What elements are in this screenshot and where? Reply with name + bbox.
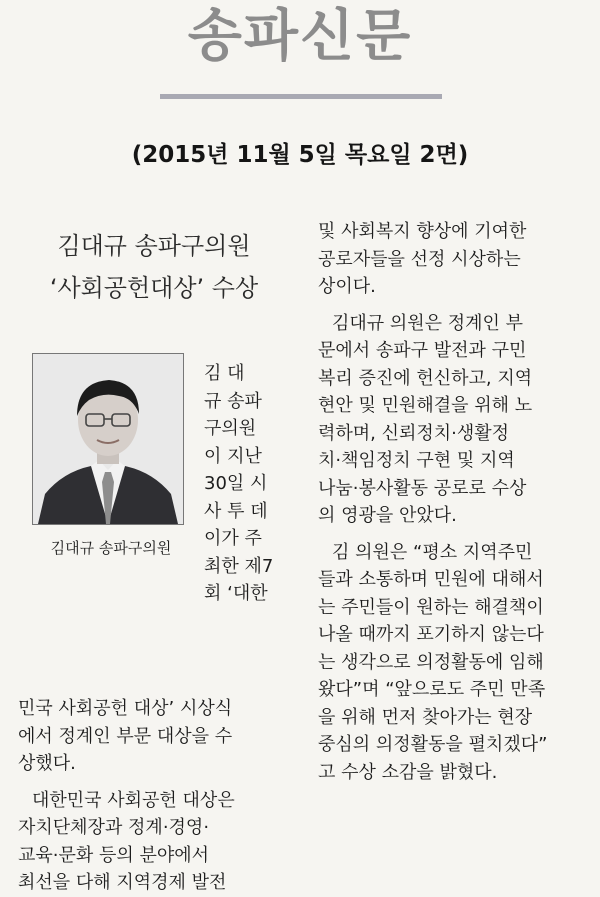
- text-line: 민국 사회공헌 대상’ 시상식: [18, 698, 233, 719]
- text-line: 및 사회복지 향상에 기여한: [318, 221, 527, 242]
- text-line: 나눔·봉사활동 공로로 수상: [318, 477, 527, 499]
- text-line: 상이다.: [318, 276, 376, 297]
- portrait-photo: [32, 353, 184, 525]
- article-left-column: [18, 225, 290, 893]
- left-body-text: [18, 695, 290, 897]
- portrait-illustration: [33, 354, 183, 524]
- text-line: 30일 시: [204, 473, 268, 494]
- text-line: 현안 및 민원해결을 위해 노: [318, 395, 533, 416]
- narrow-text-column: [204, 360, 288, 608]
- text-line: 공로자들을 선정 시상하는: [318, 248, 521, 270]
- text-line: 김대규 의원은 정계인 부: [332, 312, 524, 334]
- text-line: 사 투 데: [204, 500, 268, 522]
- text-line: 구의원: [204, 418, 257, 439]
- newspaper-title: 송파신문: [187, 4, 413, 69]
- text-line: 의 영광을 안았다.: [318, 505, 457, 526]
- text-line: 력하며, 신뢰정치·생활정: [318, 422, 510, 444]
- masthead-rule: [160, 94, 442, 99]
- text-line: 치·책임정치 구현 및 지역: [318, 450, 515, 471]
- text-line: 이 지난: [204, 445, 262, 467]
- headline-line-2: ‘사회공헌대상’ 수상: [49, 274, 259, 302]
- text-line: 들과 소통하며 민원에 대해서: [318, 569, 544, 590]
- text-line: 회 ‘대한: [204, 583, 268, 604]
- text-line: 자치단체장과 정계·경영·: [18, 817, 210, 838]
- text-line: 최한 제7: [204, 555, 274, 577]
- photo-caption: 김대규 송파구의원: [50, 539, 172, 557]
- article-right-column: [318, 218, 586, 828]
- text-line: 문에서 송파구 발전과 구민: [318, 340, 527, 361]
- text-line: 대한민국 사회공헌 대상은: [32, 789, 235, 811]
- text-line: 교육·문화 등의 분야에서: [18, 844, 210, 866]
- text-line: 중심의 의정활동을 펼치겠다”: [318, 734, 548, 755]
- text-line: 는 주민들이 원하는 해결책이: [318, 596, 544, 618]
- masthead: [0, 0, 600, 110]
- text-line: 고 수상 소감을 밝혔다.: [318, 761, 498, 783]
- text-line: 는 생각으로 의정활동에 임해: [318, 651, 544, 673]
- text-line: 규 송파: [204, 390, 262, 412]
- text-line: 나올 때까지 포기하지 않는다: [318, 624, 544, 645]
- text-line: 에서 정계인 부문 대상을 수: [18, 725, 233, 747]
- text-line: 이가 주: [204, 528, 262, 549]
- text-line: 최선을 다해 지역경제 발전: [18, 872, 227, 893]
- text-line: 복리 증진에 헌신하고, 지역: [318, 367, 533, 389]
- text-line: 김 대: [204, 363, 245, 384]
- text-line: 상했다.: [18, 753, 76, 774]
- text-line: 을 위해 먼저 찾아가는 현장: [318, 706, 533, 728]
- text-line: 김 의원은 “평소 지역주민: [332, 541, 533, 563]
- dateline: (2015년 11월 5일 목요일 2면): [131, 142, 469, 168]
- text-line: 왔다”며 “앞으로도 주민 만족: [318, 679, 546, 700]
- headline-line-1: 김대규 송파구의원: [57, 232, 251, 260]
